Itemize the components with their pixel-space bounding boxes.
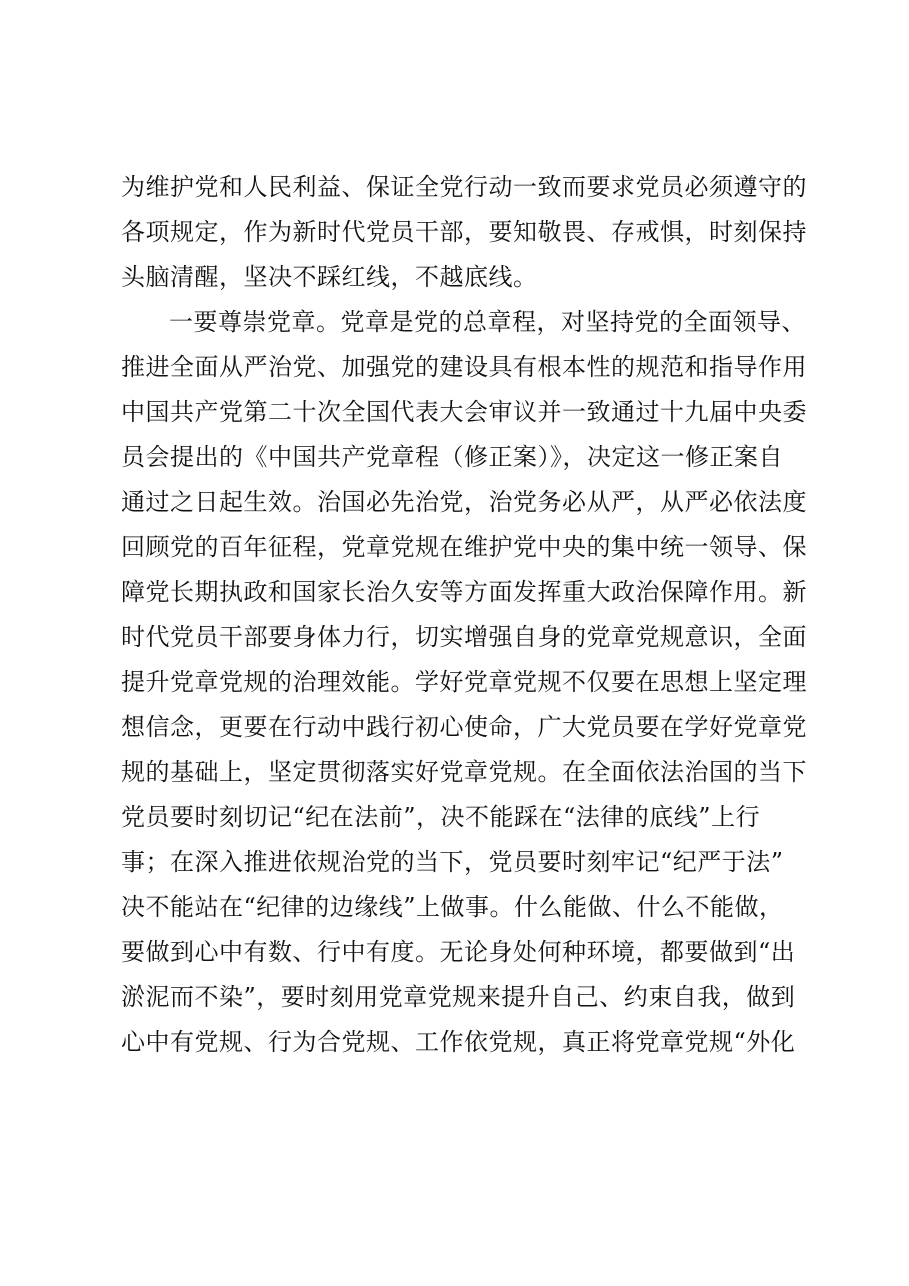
text-line: 通过之日起生效。治国必先治党，治党务必从严，从严必依法度 xyxy=(121,488,807,516)
text-line: 障党长期执政和国家长治久安等方面发挥重大政治保障作用。新 xyxy=(121,578,807,606)
text-line: 头脑清醒，坚决不踩红线，不越底线。 xyxy=(121,263,538,291)
text-line: 心中有党规、行为合党规、工作依党规，真正将党章党规“外化 xyxy=(121,1028,796,1056)
text-line: 规的基础上，坚定贯彻落实好党章党规。在全面依法治国的当下 xyxy=(121,758,807,786)
text-line: 要做到心中有数、行中有度。无论身处何种环境，都要做到“出 xyxy=(121,938,796,966)
text-line: 事；在深入推进依规治党的当下，党员要时刻牢记“纪严于法” xyxy=(121,848,784,876)
text-line: 中国共产党第二十次全国代表大会审议并一致通过十九届中央委 xyxy=(121,398,807,426)
text-line: 各项规定，作为新时代党员干部，要知敬畏、存戒惧，时刻保持 xyxy=(121,218,807,246)
text-line: 决不能站在“纪律的边缘线”上做事。什么能做、什么不能做， xyxy=(121,893,784,921)
text-line: 党员要时刻切记“纪在法前”，决不能踩在“法律的底线”上行 xyxy=(121,803,761,831)
text-line: 推进全面从严治党、加强党的建设具有根本性的规范和指导作用 xyxy=(121,353,807,381)
text-line: 时代党员干部要身体力行，切实增强自身的党章党规意识，全面 xyxy=(121,623,807,651)
text-line: 为维护党和人民利益、保证全党行动一致而要求党员必须遵守的 xyxy=(121,173,807,201)
paragraph-start-line: 一要尊崇党章。党章是党的总章程，对坚持党的全面领导、 xyxy=(169,308,806,336)
text-line: 淤泥而不染”，要时刻用党章党规来提升自己、约束自我，做到 xyxy=(121,983,796,1011)
text-line: 提升党章党规的治理效能。学好党章党规不仅要在思想上坚定理 xyxy=(121,668,807,696)
text-line: 回顾党的百年征程，党章党规在维护党中央的集中统一领导、保 xyxy=(121,533,807,561)
text-line: 想信念，更要在行动中践行初心使命，广大党员要在学好党章党 xyxy=(121,713,807,741)
text-line: 员会提出的《中国共产党章程（修正案）》，决定这一修正案自 xyxy=(121,443,783,471)
body-text xyxy=(121,165,821,1065)
